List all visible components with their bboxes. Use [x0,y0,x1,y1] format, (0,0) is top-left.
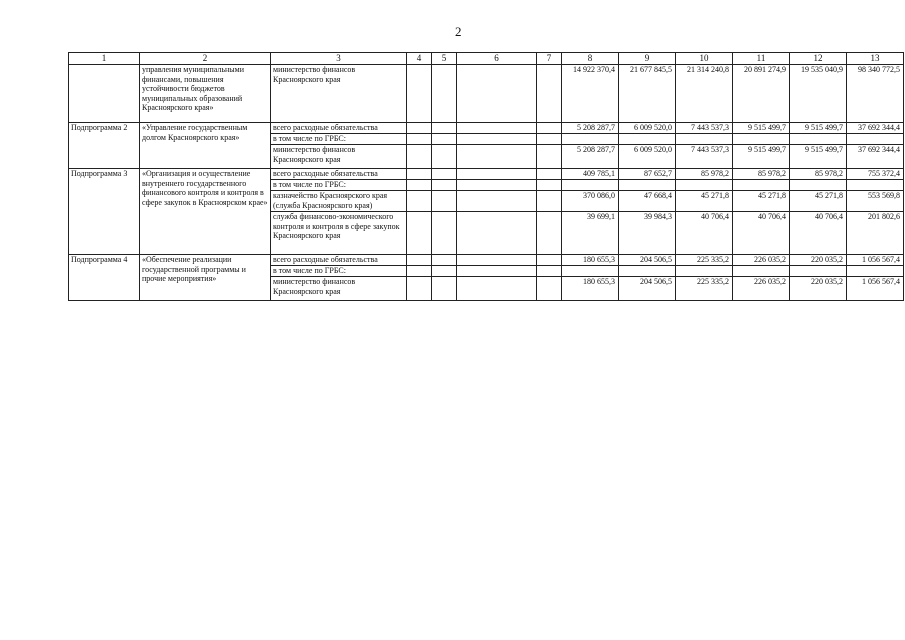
value-cell: 37 692 344,4 [847,145,904,169]
value-cell [619,134,676,145]
grbs-cell: казначейство Красноярского края (служба Красноярского края) [271,191,407,212]
value-cell: 5 208 287,7 [562,145,619,169]
empty-cell [537,134,562,145]
value-cell [733,180,790,191]
empty-cell [537,191,562,212]
value-cell [562,134,619,145]
value-cell: 6 009 520,0 [619,145,676,169]
header-cell: 2 [140,53,271,65]
empty-cell [432,266,457,277]
value-cell [847,266,904,277]
value-cell: 40 706,4 [676,212,733,255]
empty-cell [407,169,432,180]
grbs-cell: министерство финансов Красноярского края [271,277,407,301]
grbs-cell: всего расходные обязательства [271,169,407,180]
empty-cell [457,180,537,191]
value-cell: 409 785,1 [562,169,619,180]
grbs-cell: в том числе по ГРБС: [271,180,407,191]
value-cell: 40 706,4 [790,212,847,255]
value-cell: 9 515 499,7 [790,123,847,134]
empty-cell [457,145,537,169]
value-cell: 85 978,2 [733,169,790,180]
header-cell: 6 [457,53,537,65]
header-cell: 11 [733,53,790,65]
value-cell: 755 372,4 [847,169,904,180]
value-cell: 7 443 537,3 [676,145,733,169]
value-cell: 180 655,3 [562,255,619,266]
value-cell [619,266,676,277]
empty-cell [537,169,562,180]
value-cell: 9 515 499,7 [733,123,790,134]
empty-cell [407,277,432,301]
empty-cell [457,255,537,266]
header-cell: 4 [407,53,432,65]
empty-cell [432,277,457,301]
header-row [69,53,904,65]
empty-cell [432,255,457,266]
empty-cell [457,277,537,301]
subprogram-name: «Обеспечение реализации государственной программы и прочие мероприятия» [140,255,271,301]
empty-cell [407,255,432,266]
header-cell: 12 [790,53,847,65]
value-cell: 204 506,5 [619,277,676,301]
header-cell: 1 [69,53,140,65]
table-row [69,123,904,134]
subprogram-label: Подпрограмма 2 [69,123,140,169]
value-cell [619,180,676,191]
value-cell: 220 035,2 [790,255,847,266]
value-cell: 180 655,3 [562,277,619,301]
empty-cell [537,65,562,123]
value-cell [676,266,733,277]
empty-cell [407,145,432,169]
value-cell: 45 271,8 [733,191,790,212]
empty-cell [457,65,537,123]
value-cell: 39 699,1 [562,212,619,255]
empty-cell [407,266,432,277]
header-cell: 13 [847,53,904,65]
header-cell: 8 [562,53,619,65]
value-cell: 85 978,2 [790,169,847,180]
empty-cell [537,212,562,255]
empty-cell [537,266,562,277]
empty-cell [432,123,457,134]
value-cell [733,134,790,145]
value-cell [790,180,847,191]
value-cell: 204 506,5 [619,255,676,266]
empty-cell [537,277,562,301]
table-body [69,65,904,301]
subprogram-label: Подпрограмма 4 [69,255,140,301]
empty-cell [432,65,457,123]
page-number: 2 [455,24,462,39]
value-cell [562,180,619,191]
header-cell: 9 [619,53,676,65]
value-cell: 21 677 845,5 [619,65,676,123]
subprogram-label [69,65,140,123]
value-cell: 226 035,2 [733,277,790,301]
value-cell [790,134,847,145]
grbs-cell: в том числе по ГРБС: [271,134,407,145]
subprogram-name: «Управление государственным долгом Красноярского края» [140,123,271,169]
table-row [69,255,904,266]
grbs-cell: в том числе по ГРБС: [271,266,407,277]
value-cell: 87 652,7 [619,169,676,180]
header-cell: 3 [271,53,407,65]
empty-cell [537,255,562,266]
header-cell: 5 [432,53,457,65]
empty-cell [432,180,457,191]
table-row [69,169,904,180]
empty-cell [457,191,537,212]
value-cell: 7 443 537,3 [676,123,733,134]
value-cell: 45 271,8 [790,191,847,212]
empty-cell [457,169,537,180]
empty-cell [432,191,457,212]
value-cell: 6 009 520,0 [619,123,676,134]
value-cell: 226 035,2 [733,255,790,266]
empty-cell [407,191,432,212]
empty-cell [432,212,457,255]
value-cell: 47 668,4 [619,191,676,212]
grbs-cell: всего расходные обязательства [271,255,407,266]
value-cell: 85 978,2 [676,169,733,180]
empty-cell [457,212,537,255]
value-cell [733,266,790,277]
grbs-cell: всего расходные обязательства [271,123,407,134]
empty-cell [457,266,537,277]
value-cell: 1 056 567,4 [847,277,904,301]
value-cell: 225 335,2 [676,255,733,266]
empty-cell [432,169,457,180]
value-cell: 98 340 772,5 [847,65,904,123]
value-cell: 45 271,8 [676,191,733,212]
value-cell [847,180,904,191]
value-cell: 40 706,4 [733,212,790,255]
value-cell: 201 802,6 [847,212,904,255]
subprogram-name: управления муниципальными финансами, повышения устойчивости бюджетов муниципальных образований Красноярского края» [140,65,271,123]
value-cell: 21 314 240,8 [676,65,733,123]
empty-cell [457,123,537,134]
grbs-cell: служба финансово-экономического контроля и контроля в сфере закупок Красноярского края [271,212,407,255]
grbs-cell: министерство финансов Красноярского края [271,65,407,123]
value-cell: 9 515 499,7 [733,145,790,169]
value-cell: 5 208 287,7 [562,123,619,134]
empty-cell [432,145,457,169]
empty-cell [537,123,562,134]
value-cell [790,266,847,277]
empty-cell [407,65,432,123]
value-cell: 225 335,2 [676,277,733,301]
budget-table [68,52,904,301]
subprogram-name: «Организация и осуществление внутреннего государственного финансового контроля и контроля в сфере закупок в Красноярском крае» [140,169,271,255]
value-cell [676,180,733,191]
table-row [69,65,904,123]
value-cell [562,266,619,277]
value-cell: 220 035,2 [790,277,847,301]
empty-cell [457,134,537,145]
value-cell: 39 984,3 [619,212,676,255]
value-cell: 370 086,0 [562,191,619,212]
header-cell: 7 [537,53,562,65]
empty-cell [432,134,457,145]
empty-cell [407,180,432,191]
header-cell: 10 [676,53,733,65]
grbs-cell: министерство финансов Красноярского края [271,145,407,169]
value-cell: 37 692 344,4 [847,123,904,134]
value-cell: 19 535 040,9 [790,65,847,123]
subprogram-label: Подпрограмма 3 [69,169,140,255]
value-cell: 553 569,8 [847,191,904,212]
empty-cell [537,145,562,169]
empty-cell [537,180,562,191]
empty-cell [407,134,432,145]
value-cell: 20 891 274,9 [733,65,790,123]
value-cell [676,134,733,145]
value-cell: 14 922 370,4 [562,65,619,123]
empty-cell [407,123,432,134]
value-cell: 9 515 499,7 [790,145,847,169]
value-cell [847,134,904,145]
empty-cell [407,212,432,255]
value-cell: 1 056 567,4 [847,255,904,266]
